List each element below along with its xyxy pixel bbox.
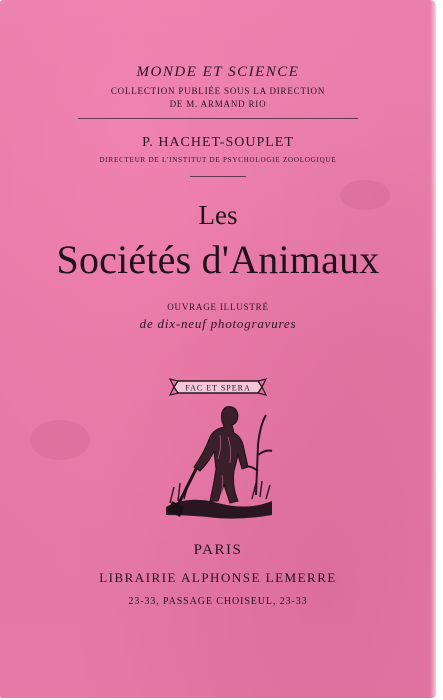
series-title: MONDE ET SCIENCE xyxy=(136,64,300,80)
collection-line-1: COLLECTION PUBLIÉE SOUS LA DIRECTION xyxy=(110,86,326,96)
subtitle-line-1: OUVRAGE ILLUSTRÉ xyxy=(167,302,269,312)
author-role: DIRECTEUR DE L'INSTITUT DE PSYCHOLOGIE ZOOLOGIQUE xyxy=(99,156,337,164)
emblem-banner-text: FAC ET SPERA xyxy=(185,383,251,393)
publisher-name: LIBRAIRIE ALPHONSE LEMERRE xyxy=(99,570,337,585)
publisher-address: 23-33, PASSAGE CHOISEUL, 23-33 xyxy=(128,596,308,607)
paper-stain xyxy=(30,420,90,460)
publication-city: PARIS xyxy=(193,542,243,558)
book-title: Sociétés d'Animaux xyxy=(56,237,380,282)
short-divider xyxy=(190,176,246,177)
collection-line-2: DE M. ARMAND RIO xyxy=(169,99,267,109)
subtitle-line-2: de dix-neuf photogravures xyxy=(139,316,297,331)
printers-mark-digging-man-icon xyxy=(148,375,288,525)
author-name: P. HACHET-SOUPLET xyxy=(142,135,294,150)
title-article: Les xyxy=(198,200,238,230)
top-divider xyxy=(78,118,358,119)
